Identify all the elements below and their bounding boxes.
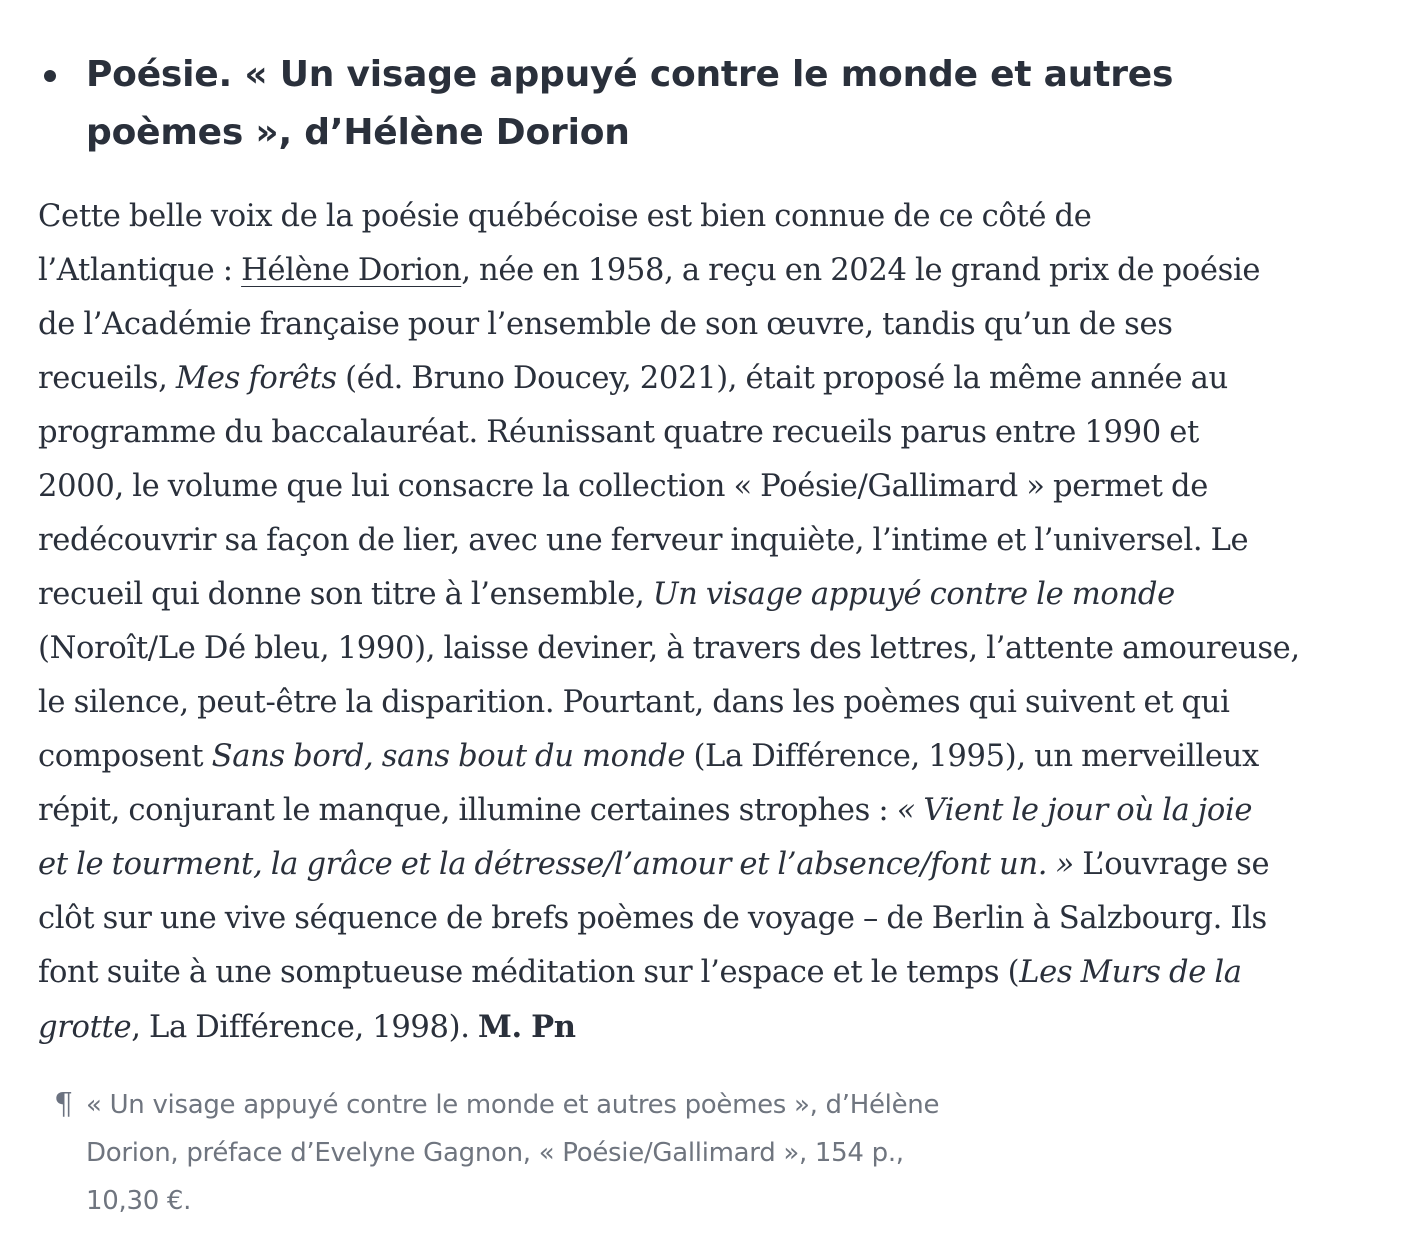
book-info-line: « Un visage appuyé contre le monde et autres poèmes », d’Hélène [86, 1090, 940, 1120]
book-info [38, 1081, 1378, 1225]
book-title-italic: Sans bord, sans bout du monde [211, 739, 686, 774]
pilcrow-icon: ¶ [54, 1087, 74, 1122]
author-link[interactable]: Hélène Dorion [241, 253, 462, 288]
body-line: (Noroît/Le Dé bleu, 1990), laisse deviner, à travers des lettres, l’attente amoureuse, [38, 631, 1300, 666]
book-info-text [86, 1081, 1378, 1225]
body-line: recueils, Mes forêts (éd. Bruno Doucey, 2021), était proposé la même année au [38, 361, 1228, 396]
body-line: grotte, La Différence, 1998). M. Pn [38, 1009, 576, 1045]
book-title-italic: Mes forêts [175, 361, 337, 396]
book-title-italic: Un visage appuyé contre le monde [652, 577, 1175, 612]
body-line: l’Atlantique : Hélène Dorion, née en 1958, a reçu en 2024 le grand prix de poésie [38, 253, 1261, 288]
body-line: 2000, le volume que lui consacre la collection « Poésie/Gallimard » permet de [38, 469, 1208, 504]
book-title-italic: grotte [38, 1010, 132, 1045]
section-heading [86, 46, 1236, 162]
body-line: et le tourment, la grâce et la détresse/l’amour et l’absence/font un. » L’ouvrage se [38, 847, 1270, 882]
bullet-icon [44, 70, 56, 82]
body-line: redécouvrir sa façon de lier, avec une ferveur inquiète, l’intime et l’universel. Le [38, 523, 1249, 558]
book-info-line: 10,30 €. [86, 1186, 192, 1216]
book-info-line: Dorion, préface d’Evelyne Gagnon, « Poésie/Gallimard », 154 p., [86, 1138, 904, 1168]
article [38, 0, 1378, 1225]
body-line: le silence, peut-être la disparition. Pourtant, dans les poèmes qui suivent et qui [38, 685, 1230, 720]
quote-italic: « Vient le jour où la joie [896, 793, 1253, 828]
body-line: composent Sans bord, sans bout du monde (La Différence, 1995), un merveilleux [38, 739, 1259, 774]
heading-line-2: poèmes », d’Hélène Dorion [86, 112, 630, 153]
body-line: répit, conjurant le manque, illumine certaines strophes : « Vient le jour où la joie [38, 793, 1253, 828]
body-line: clôt sur une vive séquence de brefs poèmes de voyage – de Berlin à Salzbourg. Ils [38, 901, 1267, 936]
heading-line-1: Poésie. « Un visage appuyé contre le monde et autres [86, 54, 1174, 95]
body-line: Cette belle voix de la poésie québécoise est bien connue de ce côté de [38, 199, 1092, 234]
section-heading-item [38, 46, 1378, 162]
body-line: recueil qui donne son titre à l’ensemble, Un visage appuyé contre le monde [38, 577, 1175, 612]
body-line: de l’Académie française pour l’ensemble de son œuvre, tandis qu’un de ses [38, 307, 1173, 342]
review-paragraph [38, 190, 1378, 1055]
body-line: font suite à une somptueuse méditation sur l’espace et le temps (Les Murs de la [38, 955, 1242, 990]
quote-italic: et le tourment, la grâce et la détresse/l’amour et l’absence/font un. » [38, 847, 1074, 882]
author-signature: M. Pn [478, 1009, 576, 1045]
body-line: programme du baccalauréat. Réunissant quatre recueils parus entre 1990 et [38, 415, 1199, 450]
book-title-italic: Les Murs de la [1019, 955, 1242, 990]
